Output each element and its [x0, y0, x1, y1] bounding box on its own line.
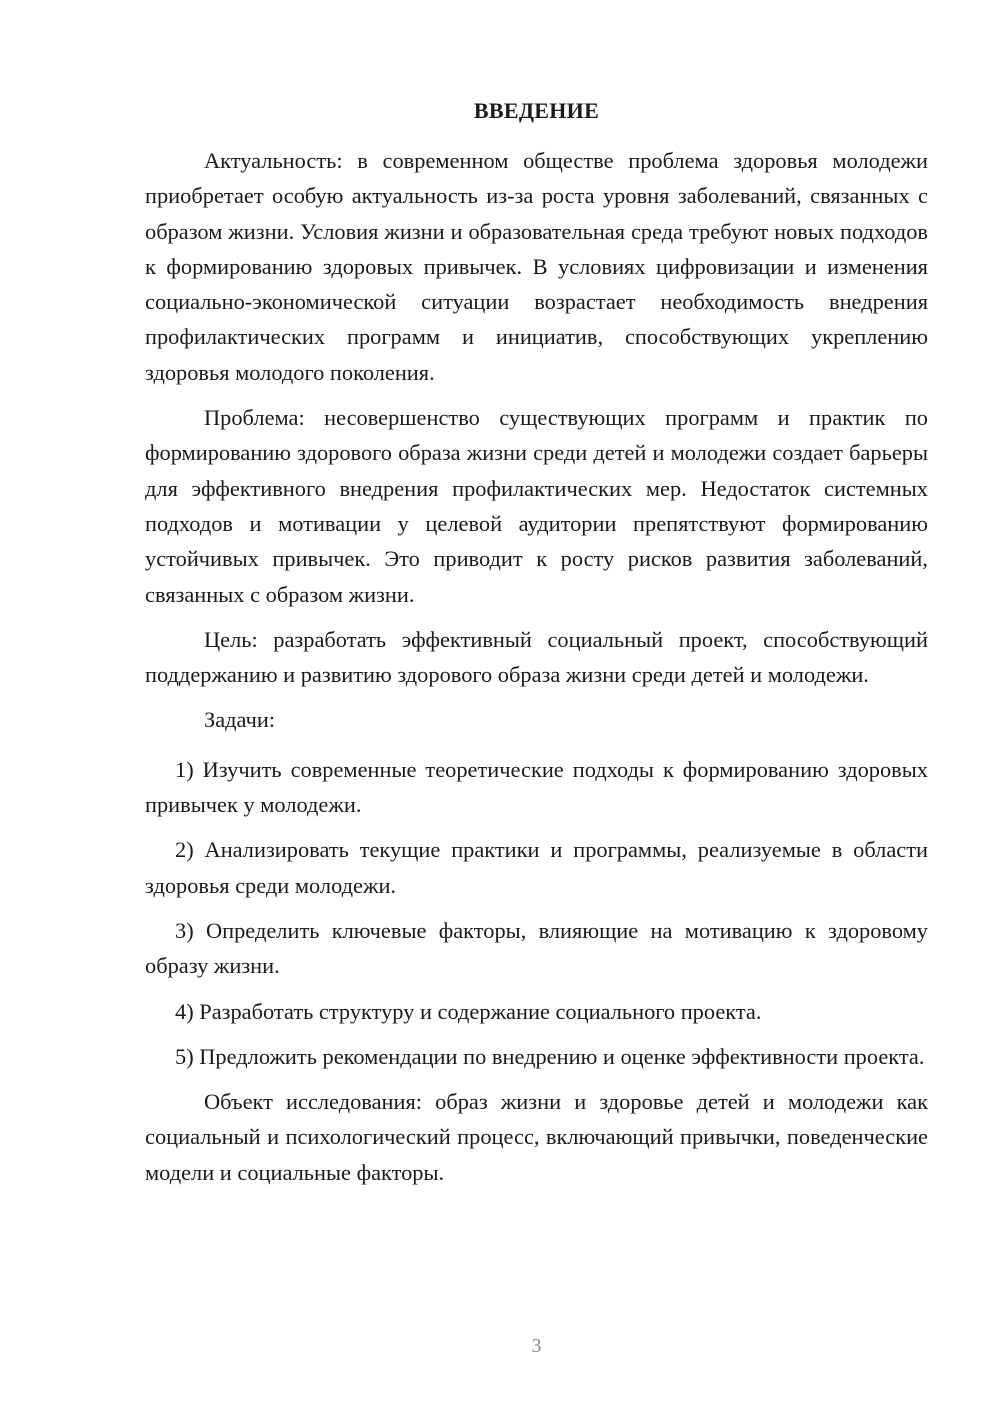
task-item-5: 5) Предложить рекомендации по внедрению и оценке эффективности проекта. — [175, 1043, 925, 1069]
object-paragraph: Объект исследования: образ жизни и здоровье детей и молодежи как социальный и психологический процесс, включающий привычки, поведенческие модели и социальные факторы. — [145, 1089, 928, 1185]
problem-paragraph: Проблема: несовершенство существующих программ и практик по формированию здорового образа жизни среди детей и молодежи создает барьеры для эффективного внедрения профилактических мер. Недостаток системных подходов и мотивации у целевой аудитории препятствуют формированию устойчивых привычек. Это приводит к росту рисков развития заболеваний, связанных с образом жизни. — [145, 405, 928, 607]
task-item-4: 4) Разработать структуру и содержание социального проекта. — [175, 998, 762, 1024]
document-body — [145, 143, 928, 1200]
page-title: ВВЕДЕНИЕ — [473, 98, 600, 123]
task-item-2: 2) Анализировать текущие практики и программы, реализуемые в области здоровья среди молодежи. — [145, 837, 928, 898]
page-number: 3 — [531, 1335, 542, 1357]
goal-paragraph: Цель: разработать эффективный социальный проект, способствующий поддержанию и развитию здорового образа жизни среди детей и молодежи. — [145, 626, 928, 688]
relevance-paragraph: Актуальность: в современном обществе проблема здоровья молодежи приобретает особую актуальность из-за роста уровня заболеваний, связанных с образом жизни. Условия жизни и образовательная среда требуют новых подходов к формированию здоровых привычек. В условиях цифровизации и изменения социально-экономической ситуации возрастает необходимость внедрения профилактических программ и инициатив, способствующих укреплению здоровья молодого поколения. — [145, 148, 928, 385]
task-item-3: 3) Определить ключевые факторы, влияющие на мотивацию к здоровому образу жизни. — [145, 917, 928, 979]
tasks-heading: Задачи: — [204, 707, 276, 733]
document-page — [145, 0, 928, 1414]
task-item-1: 1) Изучить современные теоретические подходы к формированию здоровых привычек у молодежи. — [145, 756, 928, 818]
